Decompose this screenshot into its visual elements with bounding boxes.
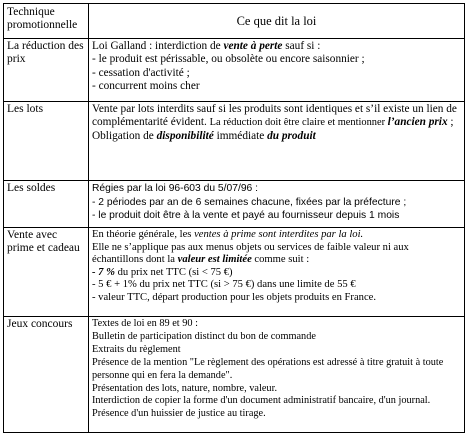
content-line: Extraits du règlement (92, 343, 181, 355)
row-label: Les lots (4, 102, 89, 181)
content-line: - 7 % du prix net TTC (si < 75 €) (92, 266, 233, 278)
content-line: - valeur TTC, départ production pour les objets produits en France. (92, 291, 376, 303)
header-technique: Technique promotionnelle (4, 4, 89, 39)
row-label: La réduction des prix (4, 39, 89, 102)
content-line: Présentation des lots, nature, nombre, valeur. (92, 382, 278, 394)
law-table (3, 3, 465, 433)
table-row (4, 317, 465, 433)
content-paragraph: Vente par lots interdits sauf si les produits sont identiques et s’il existe un lien de complémentarité évident. La réduction doit être claire et mentionner l’ancien prix ; Obligation de disponibilité immédiate du produit (92, 103, 457, 142)
row-content (89, 39, 465, 102)
row-label: Les soldes (4, 181, 89, 228)
content-line: Bulletin de participation distinct du bon de commande (92, 330, 316, 342)
row-label: Vente avec prime et cadeau (4, 228, 89, 317)
content-line: - le produit est périssable, ou obsolète ou encore saisonnier ; (92, 53, 365, 66)
content-paragraph: Interdiction de copier la forme d'un document administratif bancaire, d'un journal. Présence d'un huissier de justice au tirage. (92, 395, 431, 420)
table-row (4, 102, 465, 181)
row-content (89, 102, 465, 181)
content-line: - le produit doit être à la vente et payé au fournisseur depuis 1 mois (92, 210, 400, 222)
content-line: - 5 € + 1% du prix net TTC (si > 75 €) dans une limite de 55 € (92, 279, 356, 291)
row-label: Jeux concours (4, 317, 89, 433)
row-content (89, 317, 465, 433)
content-paragraph: Présence de la mention "Le règlement des opérations est adressé à titre gratuit à toute personne qui en fera la demande". (92, 356, 444, 381)
table-row (4, 39, 465, 102)
content-line: - cessation d'activité ; (92, 66, 190, 79)
content-line: En théorie générale, les ventes à prime sont interdites par la loi. (92, 229, 364, 240)
content-line: - concurrent moins cher (92, 80, 200, 93)
row-content (89, 228, 465, 317)
content-line: - 2 périodes par an de 6 semaines chacune, fixées par la préfecture ; (92, 196, 407, 208)
content-line: Textes de loi en 89 et 90 : (92, 318, 198, 329)
content-line: Régies par la loi 96-603 du 5/07/96 : (92, 183, 259, 194)
row-content (89, 181, 465, 228)
content-paragraph: Elle ne s’applique pas aux menus objets ou services de faible valeur ni aux échantillons dont la valeur est limitée comme suit : (92, 241, 409, 266)
table-row (4, 181, 465, 228)
content-line: Loi Galland : interdiction de vente à perte sauf si : (92, 40, 321, 52)
header-row (4, 4, 465, 39)
table-row (4, 228, 465, 317)
header-law: Ce que dit la loi (89, 4, 465, 39)
